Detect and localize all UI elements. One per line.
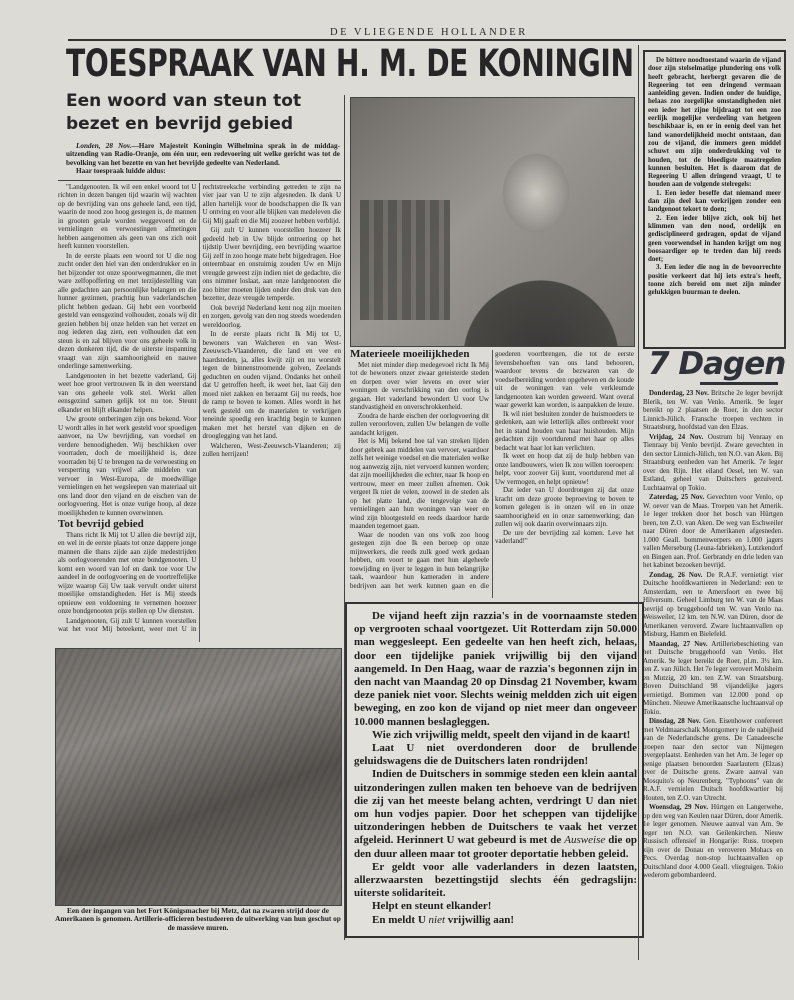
day-entry <box>643 493 783 570</box>
day-entry <box>643 433 783 493</box>
government-appeal-box <box>643 50 786 349</box>
day-label: Vrijdag, 24 Nov. <box>649 432 704 441</box>
notice-text: Indien de Duitschers in sommige steden een klein aantal uitzonderingen zullen maken ten behoeve van de bedrijven die zij van het meeste belang achten, verdringt U dan niet om hun vodjes papier. Door het scheppen van tijdelijke uitzonderingen hebben de Duitschers te vaak het verzet afgeleid. Herinnert U wat gebeurd is met de <box>354 768 637 847</box>
seven-days-list <box>643 389 783 964</box>
speech-paragraph: Ook bevrijd Nederland kent nog zijn moeiten en zorgen, gevolg van den nog steeds woedenden wereldoorlog. <box>202 303 341 329</box>
fort-koenigsmacher-photo <box>55 648 342 906</box>
intro-lead: Haar toespraak luidde aldus: <box>76 167 166 176</box>
speech-paragraph: Thans richt Ik Mij tot U allen die bevrijd zijt, en wel in de eerste plaats tot onze dappere jonge mannen die thans zijde aan zijde medestrijden als oorlogvoerenden met onze bondgenooten. U komt een woord van lof en dank toe voor Uw aandeel in de oorlogvoering en de voortreffelijke wijze waarop Gij Uw taak vervult onder uiterst moeilijke omstandigheden. Het is Mij steeds opnieuw een voldoening te vernemen hoezeer onze bondgenooten prijs stellen op Uw diensten. <box>58 530 197 616</box>
middle-paragraph: Het is Mij bekend hoe tal van streken lijden door gebrek aan middelen van vervoer, waardoor zelfs het weinige voedsel en die materialen welke nog aanwezig zijn, niet vervoerd kunnen worden; dat zijn moeilijkheden die echter, naar Ik hoop en vertrouw, meer en meer zullen afnemen. Ook vergeet Ik niet de velen, zoowel in de steden als op het platte land, die tengevolge van de vernielingen aan hun woningen van weer en wind zijn blootgesteld en reeds daardoor harde maanden tegemoet gaan. <box>350 437 489 530</box>
speech-paragraph: In de eerste plaats een woord tot U die nog zucht onder den hiel van den onderdrukker en in het bijzonder tot onze spoorwegmannen, die met ware zelfopoffering en met terzijdestelling van alle gedachten aan persoonlijke belangen en die hunner gezinnen, prachtig hun vaderlandschen plicht hebben gedaan. Gij hebt een voorbeeld gesteld van eensgezind volhouden, zooals wij dit gezien hebben bij onze helden van het verzet en nog iederen dag zien, een volhouden dat een steun is en zal blijven voor ons geheele volk in dezen donkeren tijd, die de uiterste inspanning vraagt van zijn saamhoorigheid en nauwe onderlinge samenwerking. <box>58 251 197 371</box>
notice-paragraph: De vijand heeft zijn razzia's in de voornaamste steden op vergrooten schaal voortgezet. Uit Rotterdam zijn 50.000 man weggesleept. Een gedeelte van hen heeft zich, helaas, door een tijdelijke paniek vrijwillig bij den vijand aangemeld. In Den Haag, waar de razzia's begonnen zijn in den nacht van Maandag 20 op Dinsdag 21 November, kwam deze paniek niet voor. Slechts weinig meldden zich uit eigen beweging, en zoo kon de vijand op niet meer dan ongeveer 10.000 mannen beslagleggen. <box>354 610 637 728</box>
speech-paragraph: Landgenooten, Gij zult U kunnen voorstellen wat het voor Mij beteekent, weer met U in rechtstreeksche verbinding getreden te zijn na vier jaar van U te zijn afgesneden. Ik dank U allen hartelijk voor de boodschappen die Ik van U ontving en voor alle blijken van medeleven die Gij Mij gaaft en die Mij zoozeer hebben verblijd. <box>58 182 341 634</box>
day-text: Oostrum bij Venraay en Tienraay bij Venlo bevrijd. Zware gevechten in den sector Linnich-Jülich, ten N.O. van Aken. Bij Straatsburg eenheden van het Amerik. 7e leger over den Rijn. Het eiland Oesel, ten W. van Estland, geheel van Duitschers gezuiverd. Luchtaanval op Tokio. <box>643 432 783 492</box>
day-text: Artilleriebeschieting van het Duitsche bruggehoofd van Venlo. Het Amerik. 9e leger bereikt de Roer, pl.m. 3½ km. ten Z. van Jülich. Het 7e leger verovert Molsheim en Mutzig, 20 km. ten Z.W. van Straatsburg. Boven Duitschland 98 vijandelijke jagers vernietigd. Bommen van 12.000 pond op München. Nieuwe Amerikaansche luchtaanval op Tokio. <box>643 639 783 716</box>
photo-caption: Een der ingangen van het Fort Königsmacher bij Metz, dat na zwaren strijd door de Amerikanen is genomen. Artillerie-officieren bestudeeren de uitwerking van hun geschut op de massieve muren. <box>55 906 341 932</box>
intro-paragraph <box>66 142 340 176</box>
day-text: De R.A.F. vernietigt vier Duitsche hoofdkwartieren in Nederland: een te Amsterdam, een te Amersfoort en twee bij Hilversum. Geheel Limburg ten W. van de Maas bevrijd op bruggehoofd ten W. van Venlo na. Weisweiler, 12 km. ten N.W. van Düren, door de Amerikanen veroverd. Zware luchtaanvallen op Misburg, Hamm en Bielefeld. <box>643 570 783 638</box>
ausweise-term: Ausweise <box>564 834 606 847</box>
day-label: Zondag, 26 Nov. <box>649 570 703 579</box>
portrait-background-books <box>360 200 450 320</box>
notice-paragraph: Wie zich vrijwillig meldt, speelt den vijand in de kaart! <box>372 728 631 741</box>
speech-paragraph: "Landgenooten. Ik wil een enkel woord tot U richten in dezen bangen tijd waarin wij wachten op de bevrijding van ons geheele land, een tijd, waarin de nood zoo hoog gestegen is, de mannen in grooten getale worden weggevoerd en de vernielingen en verwoestingen afmetingen hebben aangenomen als geen van ons zich ooit heeft kunnen voorstellen. <box>58 182 197 251</box>
notice-paragraph: Er geldt voor alle vaderlanders in dezen laatsten, allerzwaarsten bezettingstijd slechts één gedragslijn: uiterste solidariteit. <box>354 860 637 900</box>
day-text: Gevechten voor Venlo, op W. oever van de Maas. Troepen van het Amerik. 1e leger trekken door het bosch van Hürtgen heen, ten Z.O. van Aken. De weg van Eschweiler naar Düren door de Amerikanen afgesneden. 1.000 Geall. bommenwerpers en 1.000 jagers vallen Merseburg (Leuna-fabrieken), Lutzkendorf en Bingen aan. Prof. Gerbrandy en drie leden van het kabinet bezoeken bevrijd. <box>643 493 783 569</box>
day-label: Dinsdag, 28 Nov. <box>649 717 701 725</box>
appeal-rule: 1. Een ieder beseffe dat niemand meer dan zijn deel kan verkrijgen zonder een landgenoot tekort te doen; <box>648 188 781 214</box>
notice-final <box>354 914 637 927</box>
day-label: Zaterdag, 25 Nov. <box>649 493 705 501</box>
column-divider <box>344 95 345 940</box>
appeal-paragraph: De bittere noodtoestand waarin de vijand door zijn stelselmatige plundering ons volk heeft gebracht, herbergt gevaren die de Regeering tot een dringend vermaan aanleiding geven. Indien onder de huidige, helaas zoo zorgelijke omstandigheden niet een ieder het zijne bijdraagt tot een zoo eerlijk mogelijke verdeeling van hetgeen beschikbaar is, en er in eenig deel van het land wanordelijkheid mocht ontstaan, dan zou de vijand, die immers geen middel schuwt om zijn onderdrukking vol te houden, tot de bloedigste maatregelen kunnen besluiten. Het is daarom dat de Regeering U allen dringend vraagt, U te houden aan de volgende stelregels: <box>648 56 781 189</box>
day-entry <box>643 717 783 802</box>
day-label: Woensdag, 29 Nov. <box>649 803 708 811</box>
section-heading: Tot bevrijd gebied <box>58 518 144 531</box>
notice-paragraph <box>354 768 637 860</box>
middle-article <box>350 350 634 598</box>
day-label: Donderdag, 23 Nov. <box>649 389 709 397</box>
lead-article <box>58 90 341 642</box>
headline-container <box>66 42 636 88</box>
column-divider <box>638 45 639 960</box>
notice-text: vrijwillig aan! <box>445 913 515 926</box>
speech-paragraph: Uw groote ontberingen zijn ons bekend. Voor U wordt alles in het werk gesteld voor spoedigen aanvoer, na Uw bevrijding, van voedsel en verdere benoodigheden. Wij beschikken over voorraden, doch de moeilijkheid is, deze voorraden bij U te brengen na de verwoesting en versperring van vrijwel alle middelen van vervoer in West-Europa, de moedwillige vernielingen en het wegsleepen van materiaal uit ons land door den vijand en de eischen van de oorlogvoering. Het is onze vurige hoop, al deze moeilijkheden te kunnen overwinnen. <box>58 415 197 517</box>
day-label: Maandag, 27 Nov. <box>649 639 708 648</box>
middle-paragraph: De ure der bevrijding zal komen. Leve het vaderland!" <box>495 528 634 545</box>
notice-paragraph: Laat U niet overdonderen door de brullende geluidswagens die de Duitschers laten rondrijden! <box>354 742 637 768</box>
logo-underline <box>700 382 778 385</box>
day-entry <box>643 803 783 880</box>
speech-columns <box>58 180 341 642</box>
emphasis-niet: niet <box>428 913 446 926</box>
middle-paragraph: Ik wil niet besluiten zonder de huismoeders te gedenken, aan wie letterlijk alles ontbreekt voor het in stand houden van haar huishouden. Mijn gedachten zijn voortdurend met haar op alles bedacht wat haar lot kan verlichten. <box>495 409 634 452</box>
middle-paragraph: Waar de nooden van ons volk zoo hoog gestegen zijn doe Ik een beroep op onze mijnwerkers, die reeds zulk goed werk gedaan hebben, om voort te gaan met hun algeheele toewijding en ijver te leggen in hun belangrijke taak, waardoor hun kameraden in andere bedrijven aan het werk kunnen gaan en die goederen voortbrengen, die tot de eerste levensbehoeften van ons land behooren, waardoor tevens de bezwaren van de voedselbereiding worden opgeheven en de koude uit de woningen van vele verkleumde landgenooten kan worden geweerd. Want overal waar gewerkt kan worden, is aanpakken de leuze. <box>350 350 634 590</box>
intro-text: —Hare Majesteit Koningin Wilhelmina sprak in de middag-uitzending van Radio-Oranje, om één uur, een redevoering uit welke gericht was tot de bevolking van het bezette en van het bevrijde gedeelte van Nederland. <box>66 142 340 167</box>
day-text: Britsche 2e leger bevrijdt Blerik, ten W. van Venlo. Amerik. 9e leger bereikt op 2 plaatsen de Roer, in den sector Linnich-Jülich. Fransche troepen vechten in Straatsburg, hoofdstad van den Elzas. <box>643 389 783 431</box>
speech-paragraph: In de eerste plaats richt Ik Mij tot U, bewoners van Walcheren en van West-Zeeuwsch-Vlaanderen, die land en vee en haardsteden, ja, alles kwijt zijt en nu worstelt tegen de binnenstroomende golven, Zeelands geduchten en ouden vijand. Ondanks het onheil dat U getroffen heeft, ik weet het, laat Gij den moed niet zakken en beraamt Gij nu reeds, hoe de ramp te boven te komen. Alles wordt in het werk gesteld om de materialen te verkrijgen teneinde spoedig een krachtig begin te kunnen maken met het herstel van dijken en de drooglegging van het land. <box>202 330 341 441</box>
day-text: Gen. Eisenhower confereert met Veldmaarschalk Montgomery in de nabijheid van de Nederlandsche grens. De Canadeesche troepen naar den sector van Nijmegen overgeplaatst. Eenheden van het Am. 3e leger op eenige plaatsen benoorden Saarlautern (Elzas) over de Duitsche grens. Zware aanval van Mosquito's op Neurenberg. "Typhoons" van de R.A.F. vernielen Duitsch hoofdkwartier bij Houten, ten Z.O. van Utrecht. <box>643 717 783 802</box>
speech-paragraph: Walcheren, West-Zeeuwsch-Vlaanderen; zij zullen herrijzen! <box>202 441 341 459</box>
middle-heading: Materieele moeilijkheden <box>350 350 470 360</box>
middle-paragraph: Dat ieder van U doordrongen zij dat onze kracht om deze groote beproeving te boven te komen gelegen is in onzen wil en in onze saamhoorigheid en in onze samenwerking; dan zullen wij ook daarin overwinnaars zijn. <box>495 486 634 528</box>
day-entry <box>643 640 783 717</box>
notice-paragraph: Helpt en steunt elkander! <box>372 900 492 913</box>
middle-paragraph: Met niet minder diep medegevoel richt Ik Mij tot de bewoners onzer zwaar geteisterde steden en dorpen over wier levens en over wier woningen de verschrikking van den oorlog is gegaan. Het vaderland bewondert U voor Uw standvastigheid en onverschrokkenheid. <box>350 360 489 411</box>
day-text: Hürtgen en Langerwehe, op den weg van Keulen naar Düren, door Amerik. 1e leger genomen. Nieuwe aanval van Am. 9e leger ten N.O. van Geilenkirchen. Nieuw Russisch offensief in Hongarije: Russ. troepen zijn over de Donau en veroveren Mohacs en Pecs. Overdag non-stop luchtaanvallen op Duitschland door 4.000 Geall. vliegtuigen. Tokio wederom gebombardeerd. <box>643 803 783 879</box>
subheadline: Een woord van steun tot bezet en bevrijd gebied <box>66 91 302 134</box>
day-entry <box>643 571 783 639</box>
middle-paragraph: Ik weet en hoop dat zij de hulp hebben van onze landbouwers, wien Ik zou willen toeroepen: helpt, voor zoover Gij kunt, voortdurend met al Uw vermogen, en helpt opnieuw! <box>495 452 634 486</box>
seven-days-logo: 7 Dagen <box>648 346 786 382</box>
notice-text: En meldt U <box>372 913 429 926</box>
speech-paragraph: Landgenooten in het bezette vaderland, Gij weet hoe groot vertrouwen Ik in den weerstand van ons geheele volk stel. Werkt allen eensgezind samen gelijk tot nu toe. Steunt elkander en blijft elkander helpen. <box>58 371 197 414</box>
headline: TOESPRAAK VAN H. M. DE KONINGIN <box>66 42 634 85</box>
middle-paragraph: Zoodra de harde eischen der oorlogvoering dit zullen veroorloven, zullen Uw belangen de volle aandacht krijgen. <box>350 411 489 437</box>
appeal-rule: 2. Een ieder blijve zich, ook bij het klimmen van den nood, ordelijk en gedisciplineerd gedragen, opdat de vijand geen voorwendsel in handen krijgt om nog boosaardiger op te treden dan hij reeds doet; <box>648 213 781 264</box>
razzia-notice-box <box>345 602 644 938</box>
masthead-rule <box>68 39 786 41</box>
newspaper-masthead: DE VLIEGENDE HOLLANDER <box>330 27 528 38</box>
appeal-rule: 3. Een ieder die nog in de bevoorrechte positie verkeert dat hij iets extra's heeft, toone zich bereid om met zijn minder gelukkigen buurman te deelen. <box>648 263 781 297</box>
speech-paragraph: Gij zult U kunnen voorstellen hoezeer Ik gedeeld heb in Uw blijde ontroering op het tijdstip Uwer bevrijding, een bevrijding waartoe Gij zelf in zoo hooge mate hebt bijgedragen. Hoe onteembaar en onstuimig zouden Uw en Mijn vreugde geweest zijn indien niet de gedachte, die ons nimmer loslaat, aan onze landgenooten die zoo bitter moeten lijden onder den druk van den bezetter, deze vreugde temperde. <box>202 226 341 303</box>
dateline: Londen, 28 Nov. <box>76 142 132 150</box>
day-entry <box>643 389 783 432</box>
notice-text: die op den duur alleen maar tot grooter deportatie hebben geleid. <box>354 834 637 860</box>
